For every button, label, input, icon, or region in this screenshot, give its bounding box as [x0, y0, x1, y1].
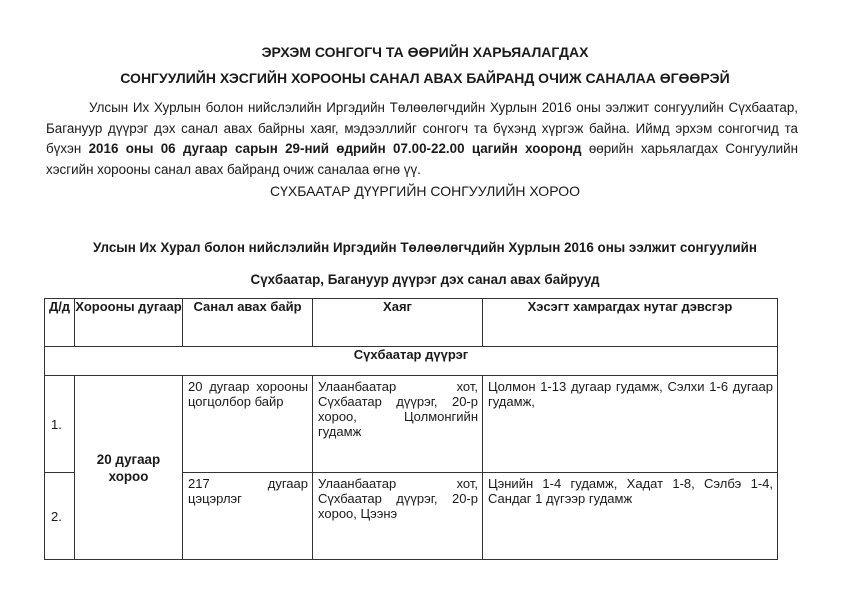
committee-label: 20 дугаар хороо — [96, 451, 161, 484]
row-num: 2. — [45, 473, 75, 560]
row-place: 217 дугаар цэцэрлэг — [183, 473, 313, 560]
header-area: Хэсэгт хамрагдах нутаг дэвсгэр — [483, 299, 778, 347]
subtitle-line-1: Улсын Их Хурал болон нийслэлийн Иргэдийн Төлөөлөгчдийн Хурлын 2016 оны ээлжит сонгуулийн — [93, 240, 757, 255]
row-num: 1. — [45, 376, 75, 473]
district-heading: СҮХБААТАР ДҮҮРГИЙН СОНГУУЛИЙН ХОРОО — [269, 183, 581, 199]
intro-text-1: Улсын Их Хурлын болон нийслэлийн Иргэдийн Төлөөлөгчдийн Хурлын 2016 оны ээлжит сонгуулийн Сүхбаатар, Багануур дүүрэг дэх санал авах байрны хаяг, мэдээллийг сонгогч та бүхэнд хүргэж байна. Иймд эрхэм сонгогчид та бүхэн — [46, 100, 798, 156]
intro-paragraph — [46, 98, 798, 180]
heading-line-2: СОНГУУЛИЙН ХЭСГИЙН ХОРООНЫ САНАЛ АВАХ БАЙРАНД ОЧИЖ САНАЛАА ӨГӨӨРЭЙ — [120, 70, 730, 86]
row-address: Улаанбаатар хот, Сүхбаатар дүүрэг, 20-р хороо, Цолмонгийн гудамж — [313, 376, 483, 473]
district-row — [45, 347, 778, 376]
committee-cell — [75, 376, 183, 560]
row-place: 20 дугаар хорооны цогцолбор байр — [183, 376, 313, 473]
row-area: Цолмон 1-13 дугаар гудамж, Сэлхи 1-6 дугаар гудамж, — [483, 376, 778, 473]
header-place: Санал авах байр — [183, 299, 313, 347]
table-header-row — [45, 299, 778, 347]
table-row — [45, 376, 778, 473]
intro-text-bold: 2016 оны 06 дугаар сарын 29-ний өдрийн 07.00-22.00 цагийн хооронд — [88, 141, 582, 156]
heading-line-1: ЭРХЭМ СОНГОГЧ ТА ӨӨРИЙН ХАРЬЯАЛАГДАХ — [261, 44, 589, 60]
header-committee: Хорооны дугаар — [75, 299, 183, 347]
row-address: Улаанбаатар хот, Сүхбаатар дүүрэг, 20-р хороо, Цээнэ — [313, 473, 483, 560]
header-num: Д/д — [45, 299, 75, 347]
polling-stations-table — [44, 298, 778, 560]
subtitle-line-2: Сүхбаатар, Багануур дүүрэг дэх санал авах байрууд — [250, 272, 600, 287]
district-row-label: Сүхбаатар дүүрэг — [45, 347, 778, 376]
intro-text-2: өөрийн харьялагдах Сонгуулийн хэсгийн хорооны санал авах байранд очиж саналаа өгнө үү. — [46, 141, 798, 177]
header-address: Хаяг — [313, 299, 483, 347]
row-area: Цэнийн 1-4 гудамж, Хадат 1-8, Сэлбэ 1-4, Сандаг 1 дүгээр гудамж — [483, 473, 778, 560]
